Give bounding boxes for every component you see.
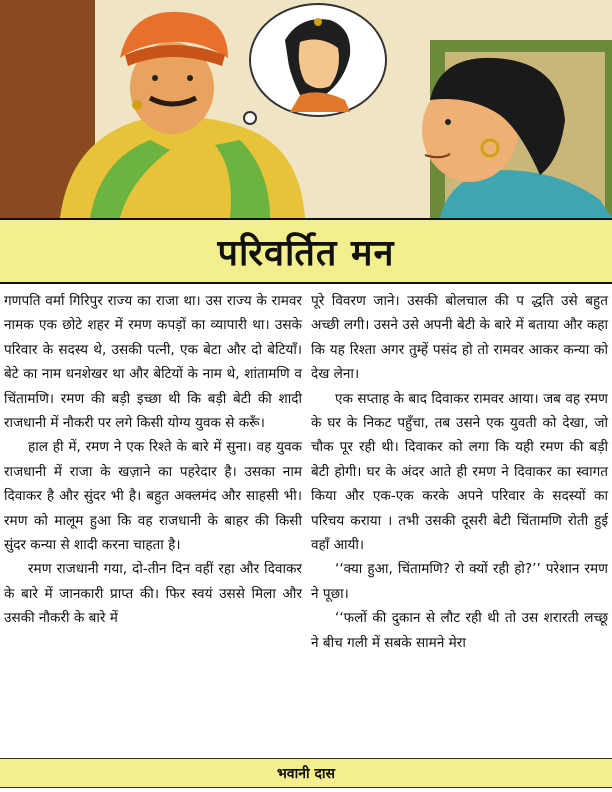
paragraph: ‘‘क्या हुआ, चिंतामणि? रो क्यों रही हो?’’ परेशान रमण ने पूछा।	[311, 561, 608, 602]
paragraph: गणपति वर्मा गिरिपुर राज्य का राजा था। उस राज्य के रामवर नामक एक छोटे शहर में रमण कपड़ों का व्यापारी था। उसके परिवार के सदस्य थे, उसकी पत्नी, एक बेटा और दो बेटियाँ। बेटे का नाम धनशेखर था और बेटियों के नाम थे, शांतामणि व चिंतामणि। रमण की बड़ी इच्छा थी कि बड़ी बेटी की शादी राजधानी में नौकरी पर लगे किसी योग्य युवक से करूँ।	[4, 293, 302, 432]
title-band	[0, 218, 612, 284]
paragraph: ‘‘फलों की दुकान से लौट रही थी तो उस शरारती लच्छू ने बीच गली में सबके सामने मेरा	[311, 610, 608, 651]
right-column	[311, 289, 608, 655]
paragraph: हाल ही में, रमण ने एक रिश्ते के बारे में सुना। वह युवक राजधानी में राजा के खज़ाने का पहरेदार है। उसका नाम दिवाकर है और सुंदर भी है। बहुत अक्लमंद और साहसी भी। रमण को मालूम हुआ कि वह राजधानी के बाहर की किसी सुंदर कन्या से शादी करना चाहता है।	[4, 439, 302, 554]
author-band	[0, 758, 612, 788]
author-name: भवानी दास	[276, 765, 336, 782]
left-column	[4, 289, 302, 631]
story-illustration	[0, 0, 612, 218]
paragraph: एक सप्ताह के बाद दिवाकर रामवर आया। जब वह रमण के घर के निकट पहुँचा, तब उसने एक युवती को देखा, जो चौक पूर रही थी। दिवाकर को लगा कि यही रमण की बड़ी बेटी होगी। घर के अंदर आते ही रमण ने दिवाकर का स्वागत किया और एक-एक करके अपने परिवार के सदस्यों का परिचय कराया । तभी उसकी दूसरी बेटी चिंतामणि रोती हुई वहाँ आयी।	[311, 390, 608, 554]
paragraph: रमण राजधानी गया, दो-तीन दिन वहीं रहा और दिवाकर के बारे में जानकारी प्राप्त की। फिर स्वयं उससे मिला और उसकी नौकरी के बारे में	[4, 561, 302, 627]
paragraph: पूरे विवरण जाने। उसकी बोलचाल की प द्धति उसे बहुत अच्छी लगी। उसने उसे अपनी बेटी के बारे में बताया और कहा कि यह रिश्ता अगर तुम्हें पसंद हो तो रामवर आकर कन्या को देख लेना।	[311, 293, 608, 383]
illustration-art	[0, 0, 612, 218]
story-title: परिवर्तित मन	[217, 232, 395, 274]
story-body	[0, 289, 612, 753]
